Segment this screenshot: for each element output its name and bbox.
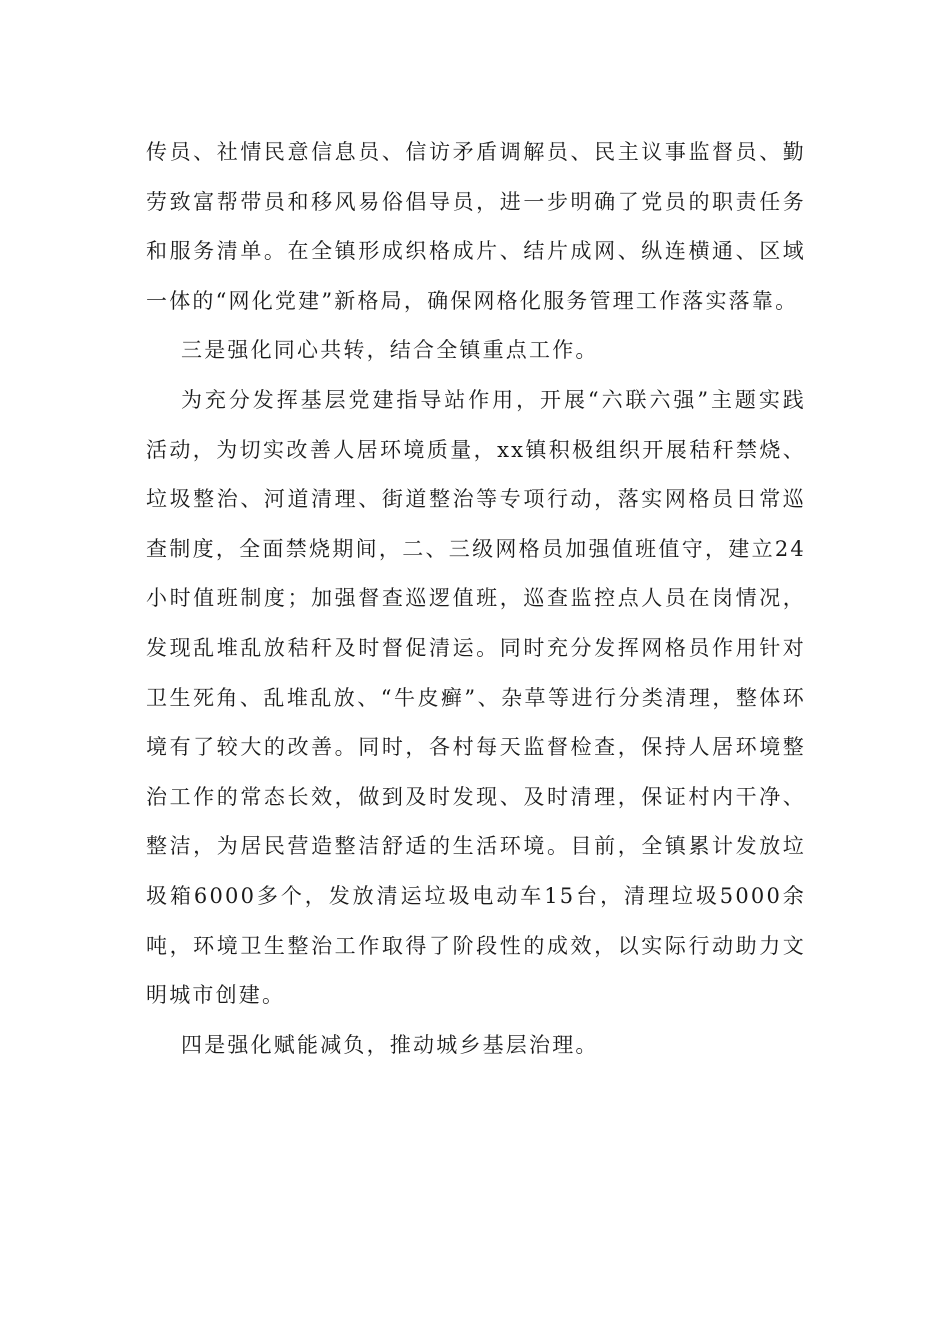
paragraph-continuation: 传员、社情民意信息员、信访矛盾调解员、民主议事监督员、勤劳致富帮带员和移风易俗倡导员，进一步明确了党员的职责任务和服务清单。在全镇形成织格成片、结片成网、纵连横通、区域一体的“网化党建”新格局，确保网格化服务管理工作落实落靠。 xyxy=(146,140,806,313)
paragraph-heading-three: 三是强化同心共转，结合全镇重点工作。 xyxy=(181,338,599,363)
document-body xyxy=(146,128,806,1070)
paragraph-heading-four: 四是强化赋能减负，推动城乡基层治理。 xyxy=(181,1032,599,1057)
paragraph-body-environment: 为充分发挥基层党建指导站作用，开展“六联六强”主题实践活动，为切实改善人居环境质量，xx镇积极组织开展秸秆禁烧、垃圾整治、河道清理、街道整治等专项行动，落实网格员日常巡查制度，全面禁烧期间，二、三级网格员加强值班值守，建立24小时值班制度；加强督查巡逻值班，巡查监控点人员在岗情况，发现乱堆乱放秸秆及时督促清运。同时充分发挥网格员作用针对卫生死角、乱堆乱放、“牛皮癣”、杂草等进行分类清理，整体环境有了较大的改善。同时，各村每天监督检查，保持人居环境整治工作的常态长效，做到及时发现、及时清理，保证村内干净、整洁，为居民营造整洁舒适的生活环境。目前，全镇累计发放垃圾箱6000多个，发放清运垃圾电动车15台，清理垃圾5000余吨，环境卫生整治工作取得了阶段性的成效，以实际行动助力文明城市创建。 xyxy=(146,387,806,1008)
